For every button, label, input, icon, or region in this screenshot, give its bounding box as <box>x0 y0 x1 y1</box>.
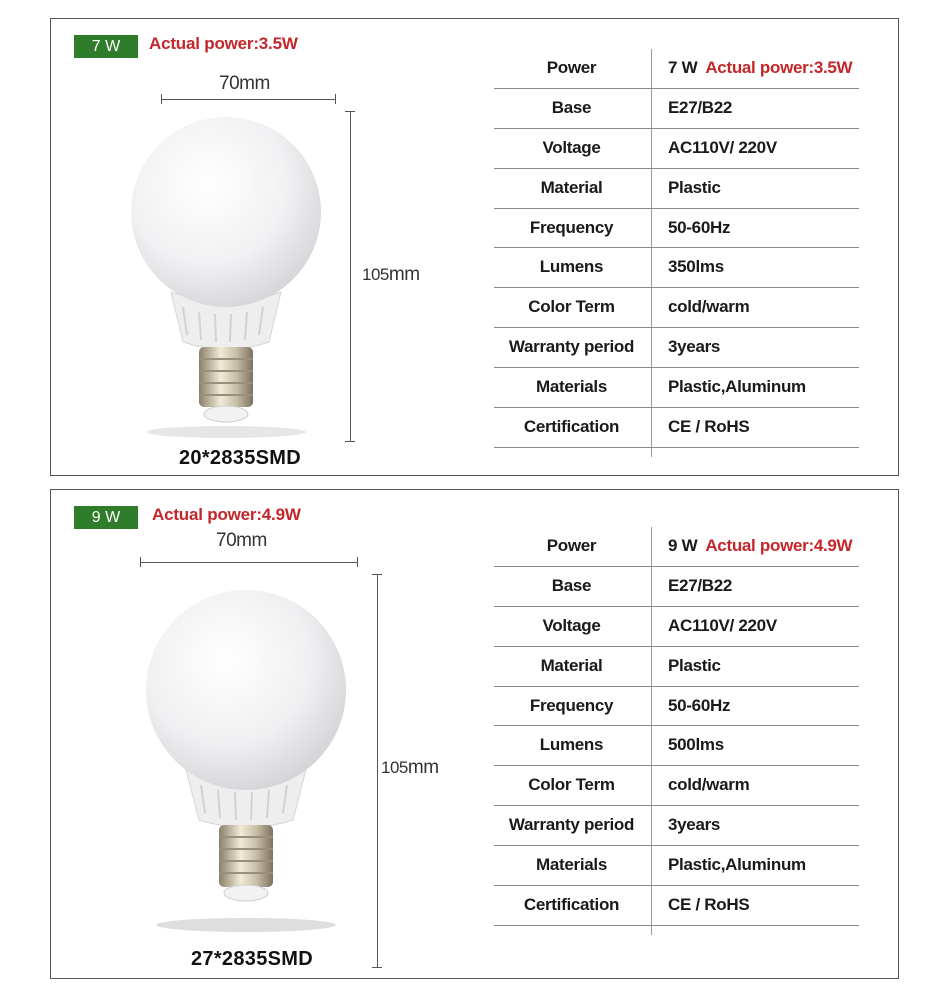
spec-row-lumens <box>494 726 859 766</box>
spec-value: 3years <box>668 815 721 835</box>
spec-value: E27/B22 <box>668 575 733 595</box>
spec-key: Material <box>540 177 603 197</box>
spec-row-certification <box>494 886 859 926</box>
spec-value: E27/B22 <box>668 97 733 117</box>
spec-key: Warranty period <box>508 337 635 357</box>
spec-key: Material <box>540 655 603 675</box>
spec-key: Frequency <box>529 695 614 715</box>
width-dimension: 70mm <box>216 530 267 551</box>
spec-value: Plastic,Aluminum <box>668 377 806 397</box>
spec-key: Voltage <box>542 615 601 635</box>
spec-key: Color Term <box>528 297 615 317</box>
spec-value: 7 W Actual power:3.5W <box>668 58 853 77</box>
spec-key: Certification <box>523 895 620 915</box>
spec-value: cold/warm <box>668 775 750 795</box>
spec-table <box>494 49 859 448</box>
product-panel-7w <box>50 18 899 476</box>
spec-value: Plastic,Aluminum <box>668 855 806 875</box>
spec-row-warranty <box>494 806 859 846</box>
spec-key: Frequency <box>529 217 614 237</box>
wattage-badge: 9 W <box>74 506 138 529</box>
spec-row-base <box>494 567 859 607</box>
spec-key: Lumens <box>539 257 604 277</box>
actual-power-label: Actual power:3.5W <box>149 34 298 53</box>
spec-row-power <box>494 49 859 89</box>
spec-key: Warranty period <box>508 815 635 835</box>
spec-key: Lumens <box>539 735 604 755</box>
spec-value: CE / RoHS <box>668 895 750 915</box>
product-panel-9w <box>50 489 899 979</box>
height-dimension: 105mm <box>381 757 439 778</box>
width-tick-left <box>140 557 141 567</box>
spec-key: Power <box>546 58 597 77</box>
spec-row-warranty <box>494 328 859 368</box>
spec-value: cold/warm <box>668 297 750 317</box>
chip-count-label: 20*2835SMD <box>179 447 301 469</box>
chip-count-label: 27*2835SMD <box>191 948 313 970</box>
spec-value: 50-60Hz <box>668 695 731 715</box>
spec-row-material <box>494 169 859 209</box>
bulb-image <box>111 107 341 447</box>
spec-value: Plastic <box>668 177 721 197</box>
spec-row-color-term <box>494 288 859 328</box>
spec-value: CE / RoHS <box>668 417 750 437</box>
height-line <box>377 574 378 968</box>
spec-value: 9 W Actual power:4.9W <box>668 536 853 555</box>
spec-row-materials <box>494 368 859 408</box>
height-tick-bottom <box>345 441 355 442</box>
width-tick-right <box>335 94 336 104</box>
spec-key: Base <box>551 575 592 595</box>
height-line <box>350 111 351 442</box>
spec-key: Base <box>551 97 592 117</box>
spec-value: 500lms <box>668 735 724 755</box>
spec-row-lumens <box>494 248 859 288</box>
width-dimension: 70mm <box>219 73 270 94</box>
spec-row-color-term <box>494 766 859 806</box>
width-tick-left <box>161 94 162 104</box>
spec-key: Certification <box>523 417 620 437</box>
spec-row-base <box>494 89 859 129</box>
spec-value: 350lms <box>668 257 724 277</box>
spec-key: Color Term <box>528 775 615 795</box>
height-tick-bottom <box>372 967 382 968</box>
spec-table <box>494 527 859 926</box>
height-tick-top <box>372 574 382 575</box>
spec-value: 50-60Hz <box>668 217 731 237</box>
spec-value: AC110V/ 220V <box>668 615 777 635</box>
spec-key: Voltage <box>542 137 601 157</box>
spec-row-frequency <box>494 209 859 249</box>
height-dimension: 105mm <box>362 264 420 285</box>
spec-row-power <box>494 527 859 567</box>
bulb-image <box>131 585 361 940</box>
actual-power-label: Actual power:4.9W <box>152 505 301 524</box>
spec-value: Plastic <box>668 655 721 675</box>
width-line <box>140 562 358 563</box>
spec-value: AC110V/ 220V <box>668 137 777 157</box>
width-line <box>161 99 336 100</box>
spec-key: Materials <box>535 855 607 875</box>
spec-row-voltage <box>494 129 859 169</box>
spec-row-frequency <box>494 687 859 727</box>
height-tick-top <box>345 111 355 112</box>
spec-key: Power <box>546 536 597 555</box>
spec-value: 3years <box>668 337 721 357</box>
spec-row-material <box>494 647 859 687</box>
spec-row-materials <box>494 846 859 886</box>
spec-key: Materials <box>535 377 607 397</box>
spec-row-certification <box>494 408 859 448</box>
wattage-badge: 7 W <box>74 35 138 58</box>
width-tick-right <box>357 557 358 567</box>
spec-row-voltage <box>494 607 859 647</box>
